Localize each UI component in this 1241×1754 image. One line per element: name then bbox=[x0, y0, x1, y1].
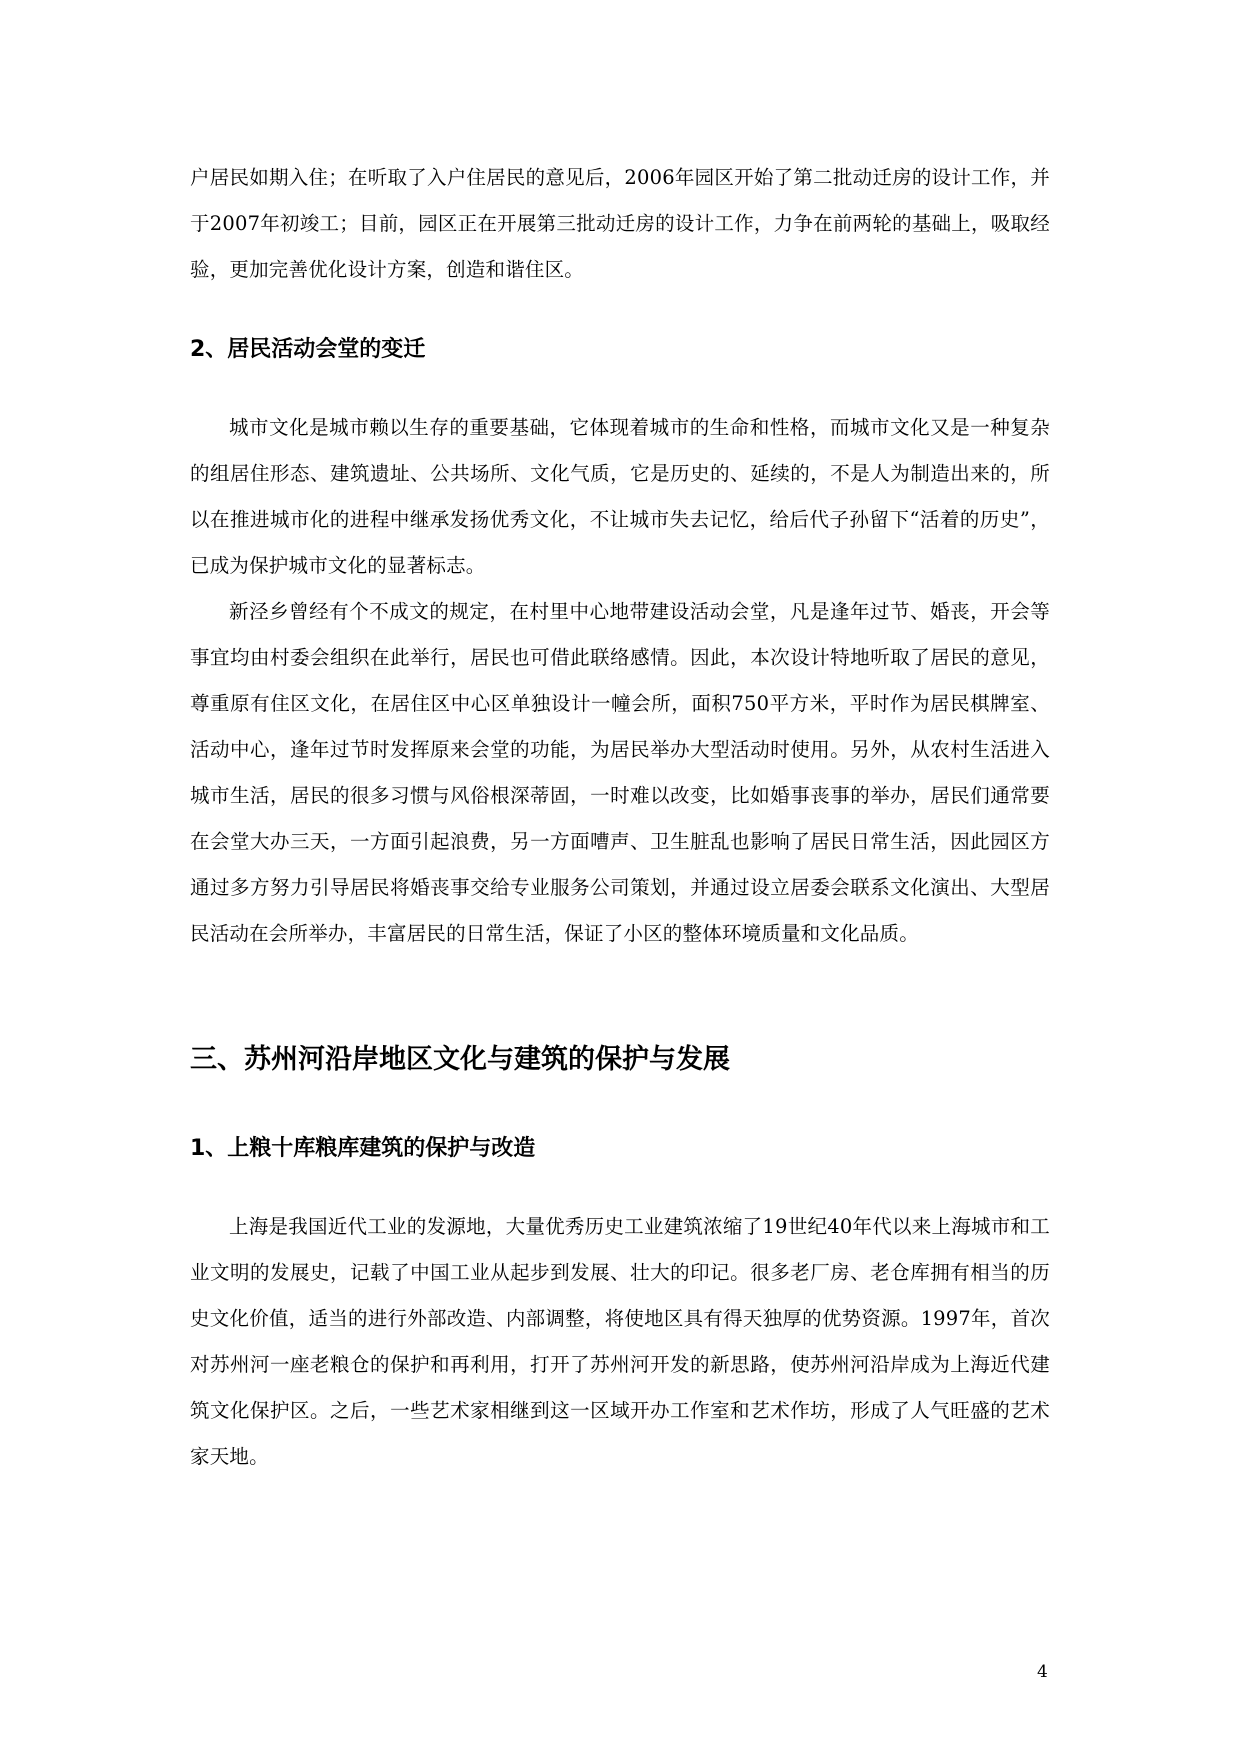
subheading-granary: 1、上粮十库粮库建筑的保护与改造 bbox=[190, 1136, 536, 1161]
paragraph-urban-culture: 城市文化是城市赖以生存的重要基础，它体现着城市的生命和性格，而城市文化又是一种复杂的组居住形态、建筑遗址、公共场所、文化气质，它是历史的、延续的，不是人为制造出来的，所以在推进城市化的进程中继承发扬优秀文化，不让城市失去记忆，给后代子孙留下“活着的历史”，已成为保护城市文化的显著标志。 bbox=[190, 416, 1050, 577]
section-heading-suzhou-creek: 三、苏州河沿岸地区文化与建筑的保护与发展 bbox=[190, 1044, 730, 1075]
page-content bbox=[190, 155, 1050, 1480]
paragraph-industrial-heritage: 上海是我国近代工业的发源地，大量优秀历史工业建筑浓缩了19世纪40年代以来上海城市和工业文明的发展史，记载了中国工业从起步到发展、壮大的印记。很多老厂房、老仓库拥有相当的历史文化价值，适当的进行外部改造、内部调整，将使地区具有得天独厚的优势资源。1997年，首次对苏州河一座老粮仓的保护和再利用，打开了苏州河开发的新思路，使苏州河沿岸成为上海近代建筑文化保护区。之后，一些艺术家相继到这一区域开办工作室和艺术作坊，形成了人气旺盛的艺术家天地。 bbox=[190, 1215, 1050, 1468]
page-number: 4 bbox=[1037, 1662, 1048, 1682]
paragraph-xinjing-hall: 新泾乡曾经有个不成文的规定，在村里中心地带建设活动会堂，凡是逢年过节、婚丧，开会等事宜均由村委会组织在此举行，居民也可借此联络感情。因此，本次设计特地听取了居民的意见，尊重原有住区文化，在居住区中心区单独设计一幢会所，面积750平方米，平时作为居民棋牌室、活动中心，逢年过节时发挥原来会堂的功能，为居民举办大型活动时使用。另外，从农村生活进入城市生活，居民的很多习惯与风俗根深蒂固，一时难以改变，比如婚事丧事的举办，居民们通常要在会堂大办三天，一方面引起浪费，另一方面嘈声、卫生脏乱也影响了居民日常生活，因此园区方通过多方努力引导居民将婚丧事交给专业服务公司策划，并通过设立居委会联系文化演出、大型居民活动在会所举办，丰富居民的日常生活，保证了小区的整体环境质量和文化品质。 bbox=[190, 600, 1050, 945]
subheading-activity-hall: 2、居民活动会堂的变迁 bbox=[190, 337, 426, 362]
paragraph-continuation: 户居民如期入住；在听取了入户住居民的意见后，2006年园区开始了第二批动迁房的设计工作，并于2007年初竣工；目前，园区正在开展第三批动迁房的设计工作，力争在前两轮的基础上，吸取经验，更加完善优化设计方案，创造和谐住区。 bbox=[190, 166, 1050, 281]
